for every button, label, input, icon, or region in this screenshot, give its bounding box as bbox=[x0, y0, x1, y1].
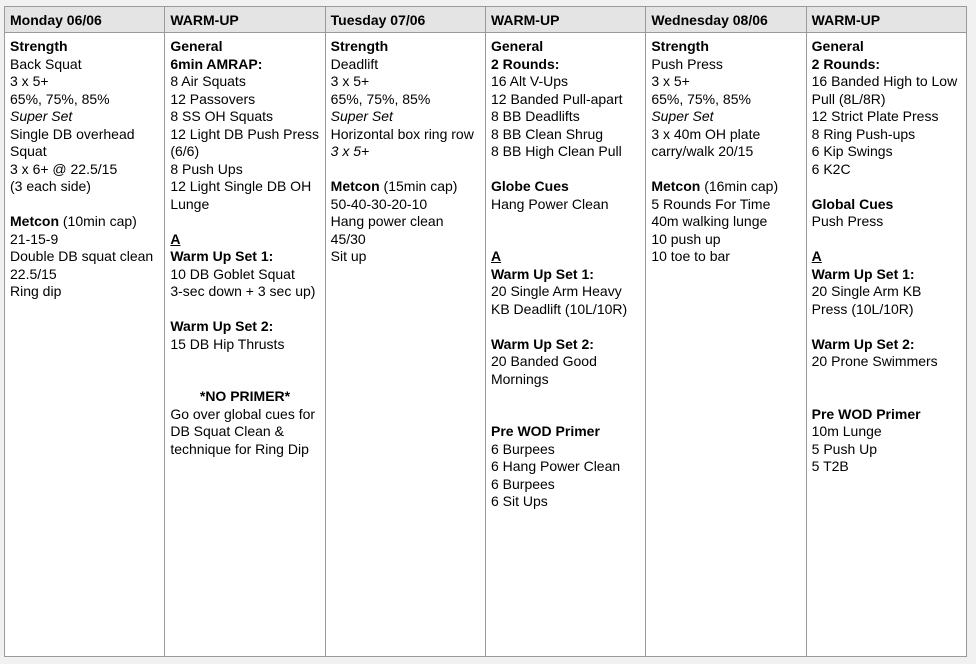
content-row bbox=[5, 33, 967, 657]
exercise-line: 65%, 75%, 85% bbox=[330, 90, 431, 107]
section-heading: Warm Up Set 2: bbox=[490, 335, 594, 352]
exercise-line: Push Press bbox=[651, 55, 723, 72]
exercise-line: Sit up bbox=[330, 248, 367, 264]
section-heading: Warm Up Set 1: bbox=[170, 248, 274, 264]
superset-label: Super Set bbox=[651, 108, 714, 124]
section-heading: 6min AMRAP: bbox=[170, 55, 263, 72]
exercise-line: 8 Push Ups bbox=[170, 160, 243, 177]
exercise-line: 20 Banded Good Mornings bbox=[490, 353, 597, 387]
line-spacer bbox=[491, 161, 640, 179]
line-spacer bbox=[812, 178, 961, 196]
exercise-line: 6 Hang Power Clean bbox=[490, 458, 621, 474]
section-heading: Metcon bbox=[330, 178, 380, 194]
exercise-line: 12 Light DB Push Press (6/6) bbox=[170, 125, 319, 159]
exercise-line: 6 Kip Swings bbox=[811, 143, 893, 159]
exercise-line: Go over global cues for DB Squat Clean & technique for Ring Dip bbox=[170, 405, 316, 457]
line-spacer bbox=[170, 371, 319, 389]
header-warmup-tuesday: WARM-UP bbox=[485, 7, 645, 33]
line-spacer bbox=[812, 371, 961, 389]
section-heading: Metcon bbox=[651, 178, 701, 194]
line-spacer bbox=[491, 388, 640, 406]
exercise-line: 16 Alt V-Ups bbox=[490, 73, 569, 89]
line-spacer bbox=[812, 388, 961, 406]
exercise-line: Ring dip bbox=[10, 283, 62, 299]
line-spacer bbox=[170, 213, 319, 231]
section-heading: Warm Up Set 1: bbox=[811, 265, 915, 282]
exercise-line: Back Squat bbox=[10, 55, 82, 72]
exercise-line: 12 Strict Plate Press bbox=[811, 108, 939, 124]
section-heading: General bbox=[490, 38, 544, 54]
exercise-line: 3 x 5+ bbox=[10, 73, 49, 89]
exercise-line: 12 Passovers bbox=[170, 90, 256, 107]
exercise-line: Hang Power Clean bbox=[490, 195, 609, 212]
exercise-line: 65%, 75%, 85% bbox=[10, 90, 110, 107]
header-warmup-wednesday: WARM-UP bbox=[806, 7, 966, 33]
exercise-line: (3 each side) bbox=[10, 178, 91, 194]
line-spacer bbox=[170, 353, 319, 371]
section-note: (15min cap) bbox=[379, 178, 458, 194]
exercise-line: 3 x 5+ bbox=[651, 73, 690, 89]
section-heading: Metcon bbox=[10, 213, 59, 229]
exercise-line: Single DB overhead Squat bbox=[10, 125, 135, 159]
cell-monday bbox=[5, 33, 165, 657]
superset-label: Super Set bbox=[330, 108, 393, 124]
section-heading: Pre WOD Primer bbox=[811, 405, 921, 422]
header-tuesday: Tuesday 07/06 bbox=[325, 7, 485, 33]
cell-wednesday bbox=[646, 33, 806, 657]
exercise-line: 20 Single Arm Heavy KB Deadlift (10L/10R) bbox=[490, 283, 628, 317]
section-heading: 2 Rounds: bbox=[490, 55, 560, 72]
exercise-line: 10 push up bbox=[651, 230, 721, 247]
exercise-line: 21-15-9 bbox=[10, 230, 59, 247]
exercise-line: 3 x 5+ bbox=[330, 73, 370, 89]
exercise-line: 16 Banded High to Low Pull (8L/8R) bbox=[811, 73, 958, 107]
exercise-line: 8 Ring Push-ups bbox=[811, 125, 916, 142]
exercise-line: 20 Prone Swimmers bbox=[811, 353, 938, 369]
cell-tuesday bbox=[325, 33, 485, 657]
exercise-line: 6 K2C bbox=[811, 160, 851, 177]
exercise-line: 6 Sit Ups bbox=[490, 493, 548, 509]
cell-warmup-tuesday bbox=[485, 33, 645, 657]
section-note: (10min cap) bbox=[59, 213, 137, 229]
exercise-line: 8 Air Squats bbox=[170, 73, 246, 89]
cell-warmup-monday bbox=[165, 33, 325, 657]
line-spacer bbox=[812, 318, 961, 336]
section-note: (16min cap) bbox=[700, 178, 779, 194]
block-label: A bbox=[811, 248, 822, 264]
header-monday: Monday 06/06 bbox=[5, 7, 165, 33]
line-spacer bbox=[331, 161, 480, 179]
line-spacer bbox=[491, 231, 640, 249]
exercise-line: 8 SS OH Squats bbox=[170, 108, 274, 124]
superset-label: Super Set bbox=[10, 108, 73, 124]
section-heading: Strength bbox=[651, 38, 709, 54]
section-heading: Warm Up Set 2: bbox=[811, 335, 915, 352]
exercise-line: 8 BB High Clean Pull bbox=[490, 143, 622, 159]
workout-schedule-table bbox=[4, 6, 967, 657]
exercise-line: Hang power clean 45/30 bbox=[330, 213, 444, 247]
section-heading: Globe Cues bbox=[490, 178, 569, 194]
line-spacer bbox=[10, 196, 159, 214]
section-heading: General bbox=[811, 38, 864, 54]
line-spacer bbox=[491, 213, 640, 231]
exercise-line: 12 Banded Pull-apart bbox=[490, 90, 623, 107]
section-heading: Global Cues bbox=[811, 195, 894, 212]
block-label: A bbox=[490, 248, 502, 264]
section-heading: 2 Rounds: bbox=[811, 55, 881, 72]
exercise-line: Deadlift bbox=[330, 55, 379, 72]
exercise-line: 15 DB Hip Thrusts bbox=[170, 335, 285, 352]
block-label: A bbox=[170, 230, 181, 247]
exercise-line: 50-40-30-20-10 bbox=[330, 195, 428, 212]
exercise-line: 5 Rounds For Time bbox=[651, 195, 771, 212]
line-spacer bbox=[491, 318, 640, 336]
line-spacer bbox=[651, 161, 800, 179]
exercise-line: Push Press bbox=[811, 213, 884, 229]
exercise-line: Horizontal box ring row bbox=[330, 125, 474, 142]
exercise-line: 3 x 6+ @ 22.5/15 bbox=[10, 160, 118, 177]
section-heading: Strength bbox=[10, 38, 68, 54]
section-heading: General bbox=[170, 38, 223, 54]
header-warmup-monday: WARM-UP bbox=[165, 7, 325, 33]
section-heading: Warm Up Set 2: bbox=[170, 318, 274, 334]
section-heading: Strength bbox=[330, 38, 389, 54]
header-wednesday: Wednesday 08/06 bbox=[646, 7, 806, 33]
section-heading: Warm Up Set 1: bbox=[490, 265, 594, 282]
line-spacer bbox=[812, 231, 961, 249]
exercise-line: 20 Single Arm KB Press (10L/10R) bbox=[811, 283, 922, 317]
exercise-line: 10m Lunge bbox=[811, 423, 882, 439]
exercise-line: 10 toe to bar bbox=[651, 248, 730, 264]
exercise-line: 5 T2B bbox=[811, 458, 849, 474]
exercise-line: 3 x 40m OH plate carry/walk 20/15 bbox=[651, 125, 761, 159]
exercise-line: 65%, 75%, 85% bbox=[651, 90, 751, 107]
section-heading-line bbox=[651, 178, 800, 196]
line-spacer bbox=[170, 301, 319, 319]
section-heading-line bbox=[10, 213, 159, 231]
exercise-line: 10 DB Goblet Squat bbox=[170, 265, 295, 282]
exercise-line: 6 Burpees bbox=[490, 440, 555, 457]
exercise-line: 3-sec down + 3 sec up) bbox=[170, 283, 316, 299]
exercise-line: 5 Push Up bbox=[811, 440, 878, 457]
line-spacer bbox=[491, 406, 640, 424]
exercise-line: 8 BB Clean Shrug bbox=[490, 125, 604, 142]
exercise-line: 40m walking lunge bbox=[651, 213, 768, 229]
section-heading: Pre WOD Primer bbox=[490, 423, 600, 439]
exercise-line: 12 Light Single DB OH Lunge bbox=[170, 178, 312, 212]
cell-warmup-wednesday bbox=[806, 33, 966, 657]
note-heading: *NO PRIMER* bbox=[199, 388, 291, 404]
exercise-line: 6 Burpees bbox=[490, 475, 555, 492]
exercise-line: Double DB squat clean 22.5/15 bbox=[10, 248, 154, 282]
section-heading-line bbox=[331, 178, 480, 196]
exercise-line: 8 BB Deadlifts bbox=[490, 108, 580, 124]
header-row bbox=[5, 7, 967, 33]
superset-label: 3 x 5+ bbox=[330, 143, 370, 159]
